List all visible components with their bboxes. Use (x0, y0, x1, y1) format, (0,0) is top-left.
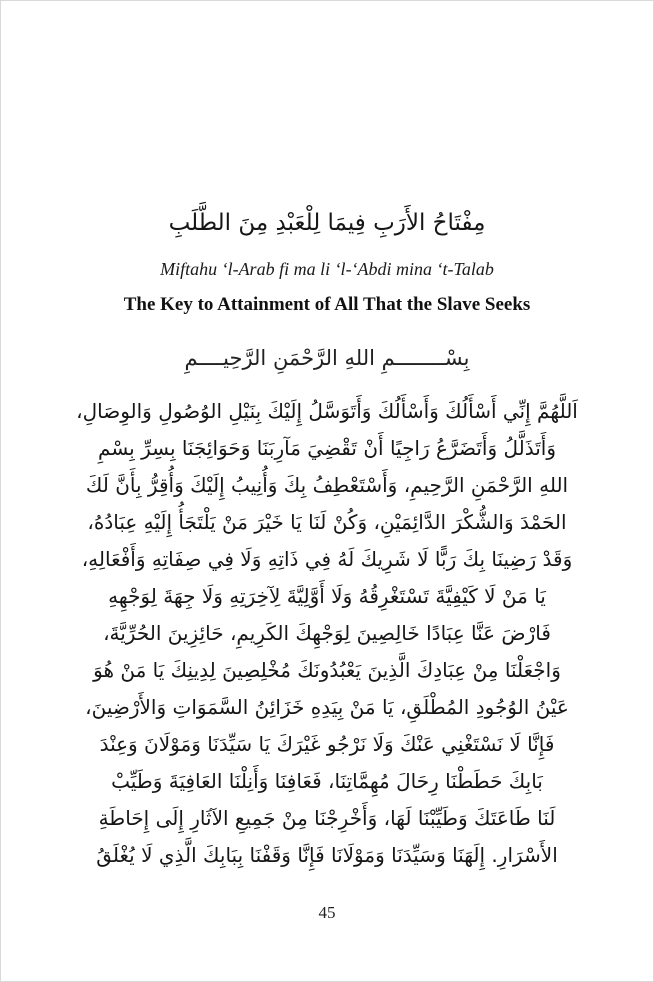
page-number: 45 (318, 903, 336, 922)
prayer-line: الحَمْدَ وَالشُّكْرَ الدَّائِمَيْنِ، وَكُنْ لَنَا يَا خَيْرَ مَنْ يَلْتَجَأُ إِلَيْهِ عِبَادُهُ، (87, 510, 567, 534)
prayer-line: فَإِنَّا لَا نَسْتَغْنِي عَنْكَ وَلَا نَرْجُو غَيْرَكَ يَا سَيِّدَنَا وَمَوْلَانَ وَعِنْدَ (99, 732, 555, 756)
prayer-line: وَقَدْ رَضِينَا بِكَ رَبًّا لَا شَرِيكَ لَهُ فِي ذَاتِهِ وَلَا فِي صِفَاتِهِ وَأَفْعَالِهِ، (81, 547, 573, 571)
prayer-line: اَللَّهُمَّ إِنِّي أَسْأَلُكَ وَأَسْأَلُكَ وَأَتَوَسَّلُ إِلَيْكَ بِنَيْلِ الوُصُولِ وَالوِصَالِ، (76, 399, 578, 423)
bismillah-calligraphy: بِسْــــــــمِ اللهِ الرَّحْمَنِ الرَّحِيــــمِ (184, 346, 470, 370)
prayer-text-block (1, 393, 653, 874)
prayer-line: اللهِ الرَّحْمَنِ الرَّحِيمِ، وَأَسْتَعْطِفُ بِكَ وَأُنِيبُ إِلَيْكَ وَأُقِرُّ بِأَنَّ لَكَ (85, 473, 569, 497)
prayer-line: عَيْنُ الوُجُودِ المُطْلَقِ، يَا مَنْ بِيَدِهِ خَزَائِنُ السَّمَوَاتِ وَالأَرْضِينَ، (85, 695, 569, 719)
prayer-line: الأَسْرَارِ. إِلَهَنَا وَسَيِّدَنَا وَمَوْلَانَا فَإِنَّا وَقَفْنَا بِبَابِكَ الَّذِي لَا يُغْلَقُ (96, 843, 558, 867)
prayer-line: بَابِكَ حَطَطْنَا رِحَالَ مُهِمَّاتِنَا، فَعَافِنَا وَأَنِلْنَا العَافِيَةَ وَطَيِّبْ (111, 769, 543, 793)
prayer-line: وَأَتَذَلَّلُ وَأَتَضَرَّعُ رَاجِيًا أَنْ تَقْضِيَ مَآرِبَنَا وَحَوَائِجَنَا بِسِرِّ بِسْمِ (98, 436, 556, 460)
prayer-line: وَاجْعَلْنَا مِنْ عِبَادِكَ الَّذِينَ يَعْبُدُونَكَ مُخْلِصِينَ لِدِينِكَ يَا مَنْ هُوَ (93, 658, 561, 682)
transliteration-title: Miftahu ‘l-Arab fi ma li ‘l-‘Abdi mina ‘t-Talab (160, 259, 494, 279)
arabic-chapter-title: مِفْتَاحُ الأَرَبِ فِيمَا لِلْعَبْدِ مِنَ الطَّلَبِ (168, 210, 486, 236)
prayer-line: لَنَا طَاعَتَكَ وَطَيِّبْنَا لَهَا، وَأَخْرِجْنَا مِنْ جَمِيعِ الآثَارِ إِلَى إِحَاطَةِ (98, 806, 556, 830)
prayer-line: يَا مَنْ لَا كَيْفِيَّةَ تَسْتَغْرِقُهُ وَلَا أَوَّلِيَّةَ لِآخِرَتِهِ وَلَا جِهَةَ لِوَجْهِهِ (108, 584, 546, 608)
prayer-line: فَارْضَ عَنَّا عِبَادًا خَالِصِينَ لِوَجْهِكَ الكَرِيمِ، حَائِزِينَ الحُرِّيَّةَ، (103, 621, 551, 645)
english-chapter-title: The Key to Attainment of All That the Slave Seeks (123, 294, 531, 315)
